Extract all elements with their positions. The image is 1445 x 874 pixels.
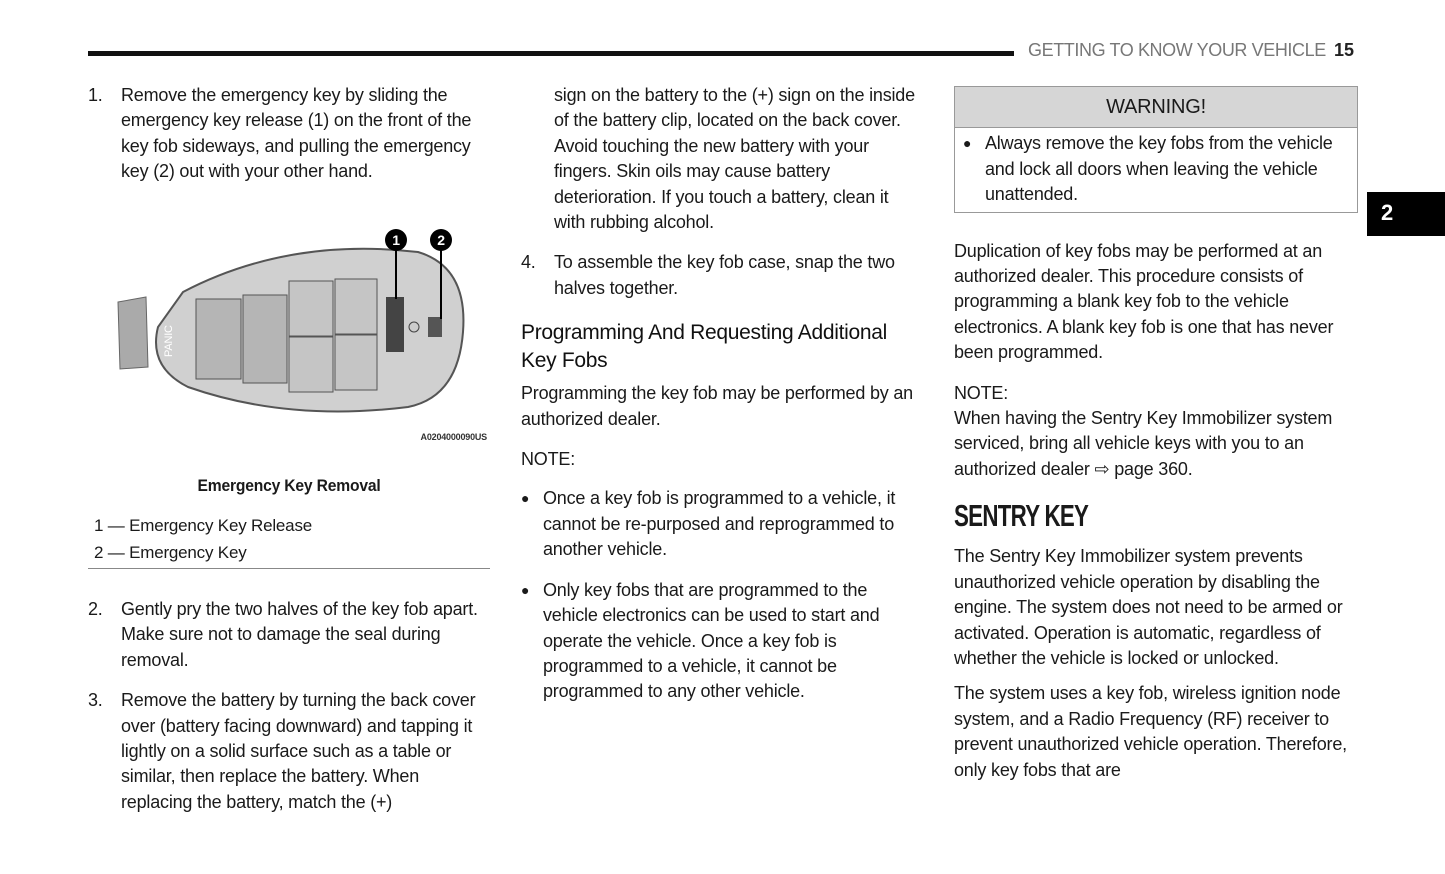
step-text: Remove the battery by turning the back cover over (battery facing downward) and tapping it lightly on a solid surface such as a table or similar, then replace the battery. When replacing the battery, match the (+) [121, 690, 476, 812]
sentry-paragraph-2: The system uses a key fob, wireless ignition node system, and a Radio Frequency (RF) receiver to prevent unauthorized vehicle operation. Therefore, only key fobs that are [954, 683, 1347, 780]
callout-1: 1 [392, 231, 400, 248]
step-number: 2. [88, 599, 103, 620]
warning-title: WARNING! [955, 87, 1357, 128]
section-heading: Programming And Requesting Additional Key Fobs [521, 321, 887, 373]
bullet-item [521, 486, 921, 562]
note-text [954, 406, 1358, 482]
bullet-text: Once a key fob is programmed to a vehicle, it cannot be re-purposed and reprogrammed to another vehicle. [543, 488, 896, 560]
warning-box [954, 86, 1358, 213]
page-number: 15 [1334, 40, 1355, 60]
header-rule [88, 51, 1014, 56]
step-number: 1. [88, 85, 103, 105]
warning-bullet [955, 128, 1357, 211]
figure-caption: Emergency Key Removal [197, 475, 381, 495]
section-title: GETTING TO KNOW YOUR VEHICLE [1028, 40, 1326, 60]
legend-item: 1 — Emergency Key Release [94, 516, 312, 536]
bullet-item [521, 578, 921, 705]
sentry-key-heading: SENTRY KEY [954, 498, 1089, 534]
step-3 [88, 688, 490, 815]
duplication-text: Duplication of key fobs may be performed at an authorized dealer. This procedure consists of programming a blank key fob to the vehicle electronics. A blank key fob is one that has never been programmed. [954, 240, 1334, 363]
step-3-continued: sign on the battery to the (+) sign on the inside of the battery clip, located on the back cover. Avoid touching the new battery with your fingers. Skin oils may cause battery deterioration. If you touch a battery, clean it with rubbing alcohol. [554, 85, 915, 233]
step-number: 3. [88, 690, 103, 711]
bullet-icon: ● [521, 581, 530, 598]
warning-text: Always remove the key fobs from the vehicle and lock all doors when leaving the vehicle unattended. [985, 133, 1333, 205]
key-fob-figure [88, 217, 490, 467]
callout-2: 2 [437, 231, 445, 248]
page-reference-link[interactable]: page 360. [1114, 458, 1193, 479]
sentry-paragraph-1: The Sentry Key Immobilizer system prevents unauthorized vehicle operation by disabling the engine. The system does not need to be armed or activated. Operation is automatic, regardless of whether the vehicle is locked or unlocked. [954, 546, 1343, 668]
key-fob-illustration [88, 217, 490, 447]
note-body: When having the Sentry Key Immobilizer system serviced, bring all vehicle keys with you to an authorized dealer [954, 408, 1333, 479]
step-4 [521, 250, 921, 301]
bullet-text: Only key fobs that are programmed to the vehicle electronics can be used to start and operate the vehicle. Once a key fob is programmed to a vehicle, it cannot be programmed to any other vehicle. [543, 579, 880, 702]
note-label: NOTE: [954, 382, 1009, 403]
page-ref-arrow-icon: ⇨ [1094, 458, 1110, 479]
bullet-icon: ● [963, 135, 972, 152]
panic-label: PANIC [163, 324, 175, 357]
figure-id: A0204000090US [420, 431, 487, 442]
note-label: NOTE: [521, 449, 576, 470]
step-2 [88, 597, 490, 673]
figure-legend [88, 512, 490, 569]
column-left [88, 83, 490, 815]
step-1 [88, 83, 490, 185]
column-middle [521, 83, 921, 705]
legend-item: 2 — Emergency Key [94, 543, 247, 563]
step-text: Gently pry the two halves of the key fob apart. Make sure not to damage the seal during removal. [121, 599, 478, 670]
column-right [954, 86, 1358, 783]
bullet-icon: ● [521, 490, 530, 507]
step-text: To assemble the key fob case, snap the two halves together. [554, 252, 895, 298]
chapter-tab: 2 [1367, 192, 1445, 236]
step-number: 4. [521, 252, 536, 273]
intro-text: Programming the key fob may be performed by an authorized dealer. [521, 383, 913, 429]
step-text: Remove the emergency key by sliding the emergency key release (1) on the front of the key fob sideways, and pulling the emergency key (2) out with your other hand. [121, 85, 472, 182]
